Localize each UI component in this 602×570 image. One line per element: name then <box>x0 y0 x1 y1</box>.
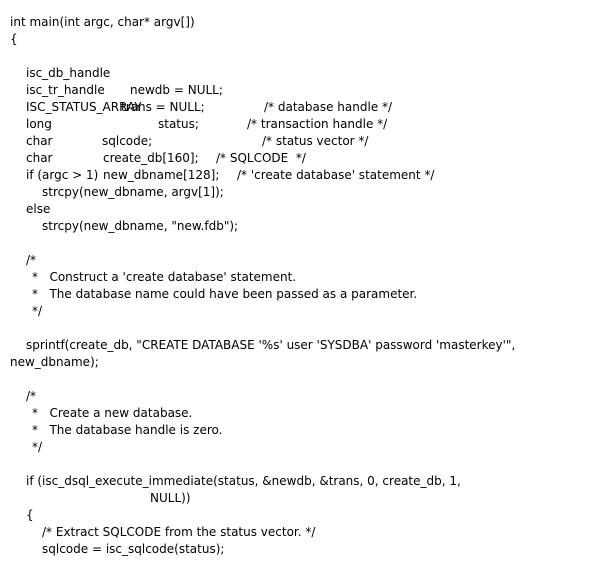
decl-name: sqlcode; <box>102 134 153 148</box>
comment-close: */ <box>32 304 43 318</box>
code-line-sqlcode-assign: sqlcode = isc_sqlcode(status); <box>42 542 225 556</box>
code-line-sprintf-arg: new_dbname); <box>10 355 99 369</box>
decl-type: ISC_STATUS_ARRAY <box>26 100 142 114</box>
comment-line: * Construct a 'create database' statement. <box>32 270 297 284</box>
comment-line: * The database handle is zero. <box>32 423 223 437</box>
code-line-else: else <box>26 202 51 216</box>
decl-comment: /* status vector */ <box>262 134 369 148</box>
code-line-null-args: NULL)) <box>150 491 191 505</box>
code-line-strcpy-argv: strcpy(new_dbname, argv[1]); <box>42 185 224 199</box>
comment-line: * The database name could have been passed as a parameter. <box>32 287 418 301</box>
code-line-block-open-brace: { <box>26 508 34 522</box>
decl-name: status; <box>158 117 199 131</box>
code-line-strcpy-default: strcpy(new_dbname, "new.fdb"); <box>42 219 239 233</box>
decl-name: trans = NULL; <box>121 100 205 114</box>
decl-type: isc_tr_handle <box>26 83 105 97</box>
comment-open: /* <box>26 389 37 403</box>
code-line-if-execute-immediate: if (isc_dsql_execute_immediate(status, &newdb, &trans, 0, create_db, 1, <box>26 474 461 488</box>
decl-type: char <box>26 151 53 165</box>
decl-comment: /* database handle */ <box>264 100 393 114</box>
code-line-sprintf: sprintf(create_db, "CREATE DATABASE '%s' user 'SYSDBA' password 'masterkey'", <box>26 338 516 352</box>
decl-comment: /* 'create database' statement */ <box>237 168 435 182</box>
decl-name: create_db[160]; <box>103 151 199 165</box>
code-line-main-signature: int main(int argc, char* argv[]) <box>10 15 195 29</box>
comment-open: /* <box>26 253 37 267</box>
decl-name: newdb = NULL; <box>130 83 223 97</box>
comment-extract-sqlcode: /* Extract SQLCODE from the status vector. */ <box>42 525 316 539</box>
code-line-open-brace: { <box>10 32 18 46</box>
decl-type: char <box>26 134 53 148</box>
code-line-if-argc: if (argc > 1) <box>26 168 99 182</box>
decl-comment: /* transaction handle */ <box>247 117 388 131</box>
decl-name: new_dbname[128]; <box>103 168 220 182</box>
comment-line: * Create a new database. <box>32 406 193 420</box>
decl-type: long <box>26 117 52 131</box>
decl-comment: /* SQLCODE */ <box>216 151 306 165</box>
decl-type: isc_db_handle <box>26 66 111 80</box>
comment-close: */ <box>32 440 43 454</box>
